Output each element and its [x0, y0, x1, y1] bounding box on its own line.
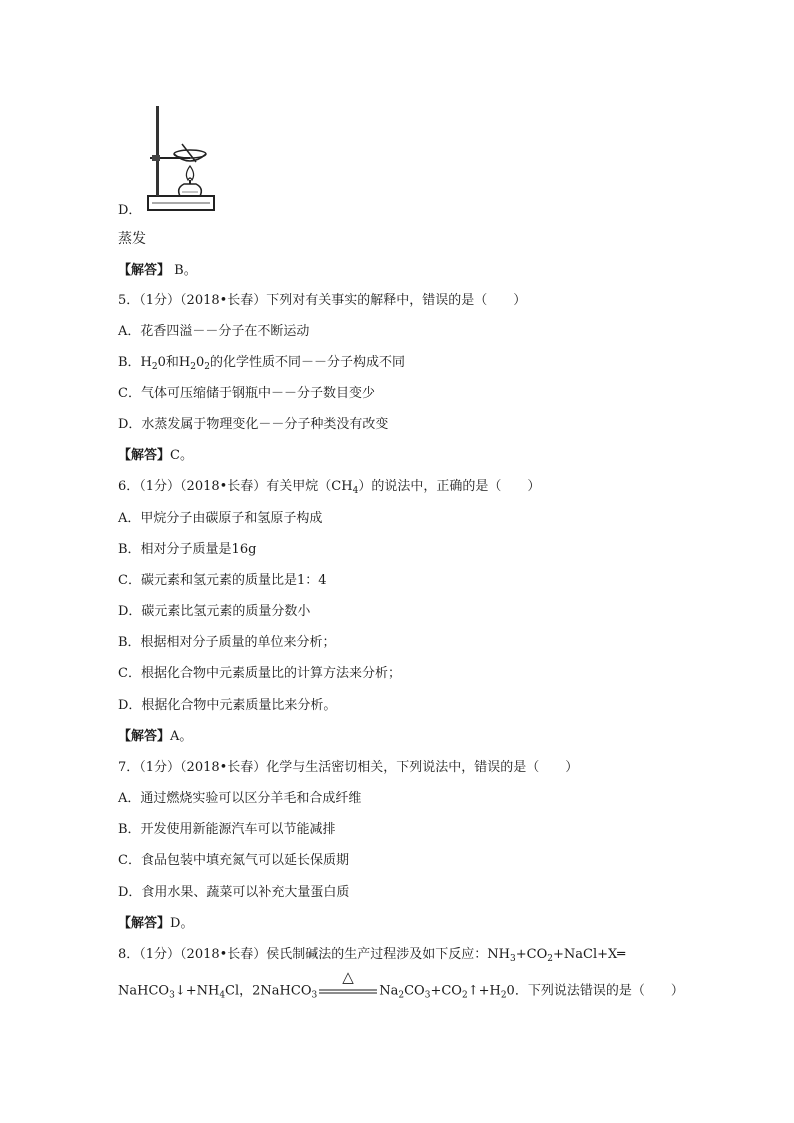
- heat-equals-icon: [317, 970, 379, 1000]
- text: +CO: [430, 983, 462, 999]
- subscript: 4: [219, 990, 226, 1001]
- option-d-label: D．: [118, 203, 142, 218]
- q7-option-d: D．食用水果、蔬菜可以补充大量蛋白质: [118, 885, 350, 900]
- q5-option-a: A．花香四溢－－分子在不断运动: [118, 324, 310, 339]
- q6-analysis-c: C．根据化合物中元素质量比的计算方法来分析；: [118, 666, 401, 681]
- q6-option-b: B．相对分子质量是16g: [118, 542, 257, 557]
- q6-option-c: C．碳元素和氢元素的质量比是1：4: [118, 573, 327, 588]
- q6-analysis-d: D．根据化合物中元素质量比来分析。: [118, 698, 337, 713]
- q8-stem-line2: [118, 970, 684, 1001]
- text: Na: [379, 983, 399, 999]
- subscript: 3: [169, 990, 175, 1001]
- text: CO: [404, 983, 425, 999]
- q6-stem: [118, 478, 540, 496]
- text: B．H: [118, 355, 152, 370]
- q5-option-d: D．水蒸发属于物理变化－－分子种类没有改变: [118, 417, 389, 432]
- answer-value: B。: [174, 263, 197, 278]
- subscript: 2: [547, 954, 553, 964]
- subscript: 2: [461, 990, 468, 1001]
- answer-value: A。: [170, 729, 193, 744]
- q7-option-b: B．开发使用新能源汽车可以节能减排: [118, 822, 336, 837]
- answer-prefix: 【解答】: [118, 448, 171, 463]
- text: +NaCl+X═: [552, 947, 626, 962]
- q7-stem: 7．（1分）（2018•长春）化学与生活密切相关，下列说法中，错误的是（ ）: [118, 760, 579, 775]
- q7-option-a: A．通过燃烧实验可以区分羊毛和合成纤维: [118, 791, 362, 806]
- answer-q4: [118, 262, 197, 280]
- heat-reaction-arrow: [317, 970, 379, 1000]
- q8-stem-line1: [118, 946, 625, 964]
- subscript: 2: [398, 990, 405, 1001]
- subscript: 2: [190, 362, 196, 372]
- text: NaHCO: [118, 983, 170, 999]
- q6-analysis-b: B．根据相对分子质量的单位来分析；: [118, 635, 336, 650]
- answer-q5: [118, 447, 193, 465]
- text: ）的说法中，正确的是（ ）: [358, 479, 541, 494]
- text: 的化学性质不同－－分子构成不同: [209, 355, 405, 370]
- answer-q7: [118, 915, 193, 933]
- subscript: 2: [151, 362, 158, 372]
- q5-option-b: [118, 354, 405, 372]
- answer-prefix: 【解答】: [118, 729, 171, 744]
- text: 0: [195, 355, 205, 370]
- subscript: 2: [500, 990, 507, 1001]
- answer-prefix: 【解答】: [118, 916, 171, 931]
- subscript: 4: [352, 486, 359, 496]
- text: +CO: [515, 947, 548, 962]
- q5-option-c: C．气体可压缩储于钢瓶中－－分子数目变少: [118, 386, 375, 401]
- answer-prefix: 【解答】: [118, 263, 171, 278]
- answer-value: C。: [170, 448, 193, 463]
- text: ↑+H: [467, 983, 501, 999]
- answer-q6: [118, 728, 192, 746]
- q6-option-a: A．甲烷分子由碳原子和氢原子构成: [118, 511, 323, 526]
- subscript: 3: [424, 990, 431, 1001]
- evaporation-apparatus-icon: [144, 104, 216, 214]
- text: 8．（1分）（2018•长春）侯氏制碱法的生产过程涉及如下反应：NH: [118, 947, 511, 962]
- subscript: 3: [510, 954, 516, 964]
- text: 0．下列说法错误的是（ ）: [506, 983, 684, 999]
- text: Cl，2NaHCO: [225, 983, 312, 999]
- text: 6．（1分）（2018•长春）有关甲烷（CH: [118, 479, 353, 494]
- answer-value: D。: [170, 916, 194, 931]
- subscript: 3: [311, 990, 318, 1001]
- heat-symbol: △: [342, 970, 355, 986]
- q7-option-c: C．食品包装中填充氮气可以延长保质期: [118, 853, 349, 868]
- q5-stem: 5．（1分）（2018•长春）下列对有关事实的解释中，错误的是（ ）: [118, 293, 527, 308]
- option-d-caption: 蒸发: [118, 231, 146, 247]
- text: 0和H: [157, 355, 191, 370]
- q6-option-d: D．碳元素比氢元素的质量分数小: [118, 604, 311, 619]
- subscript: 2: [204, 362, 210, 372]
- text: ↓+NH: [174, 983, 220, 999]
